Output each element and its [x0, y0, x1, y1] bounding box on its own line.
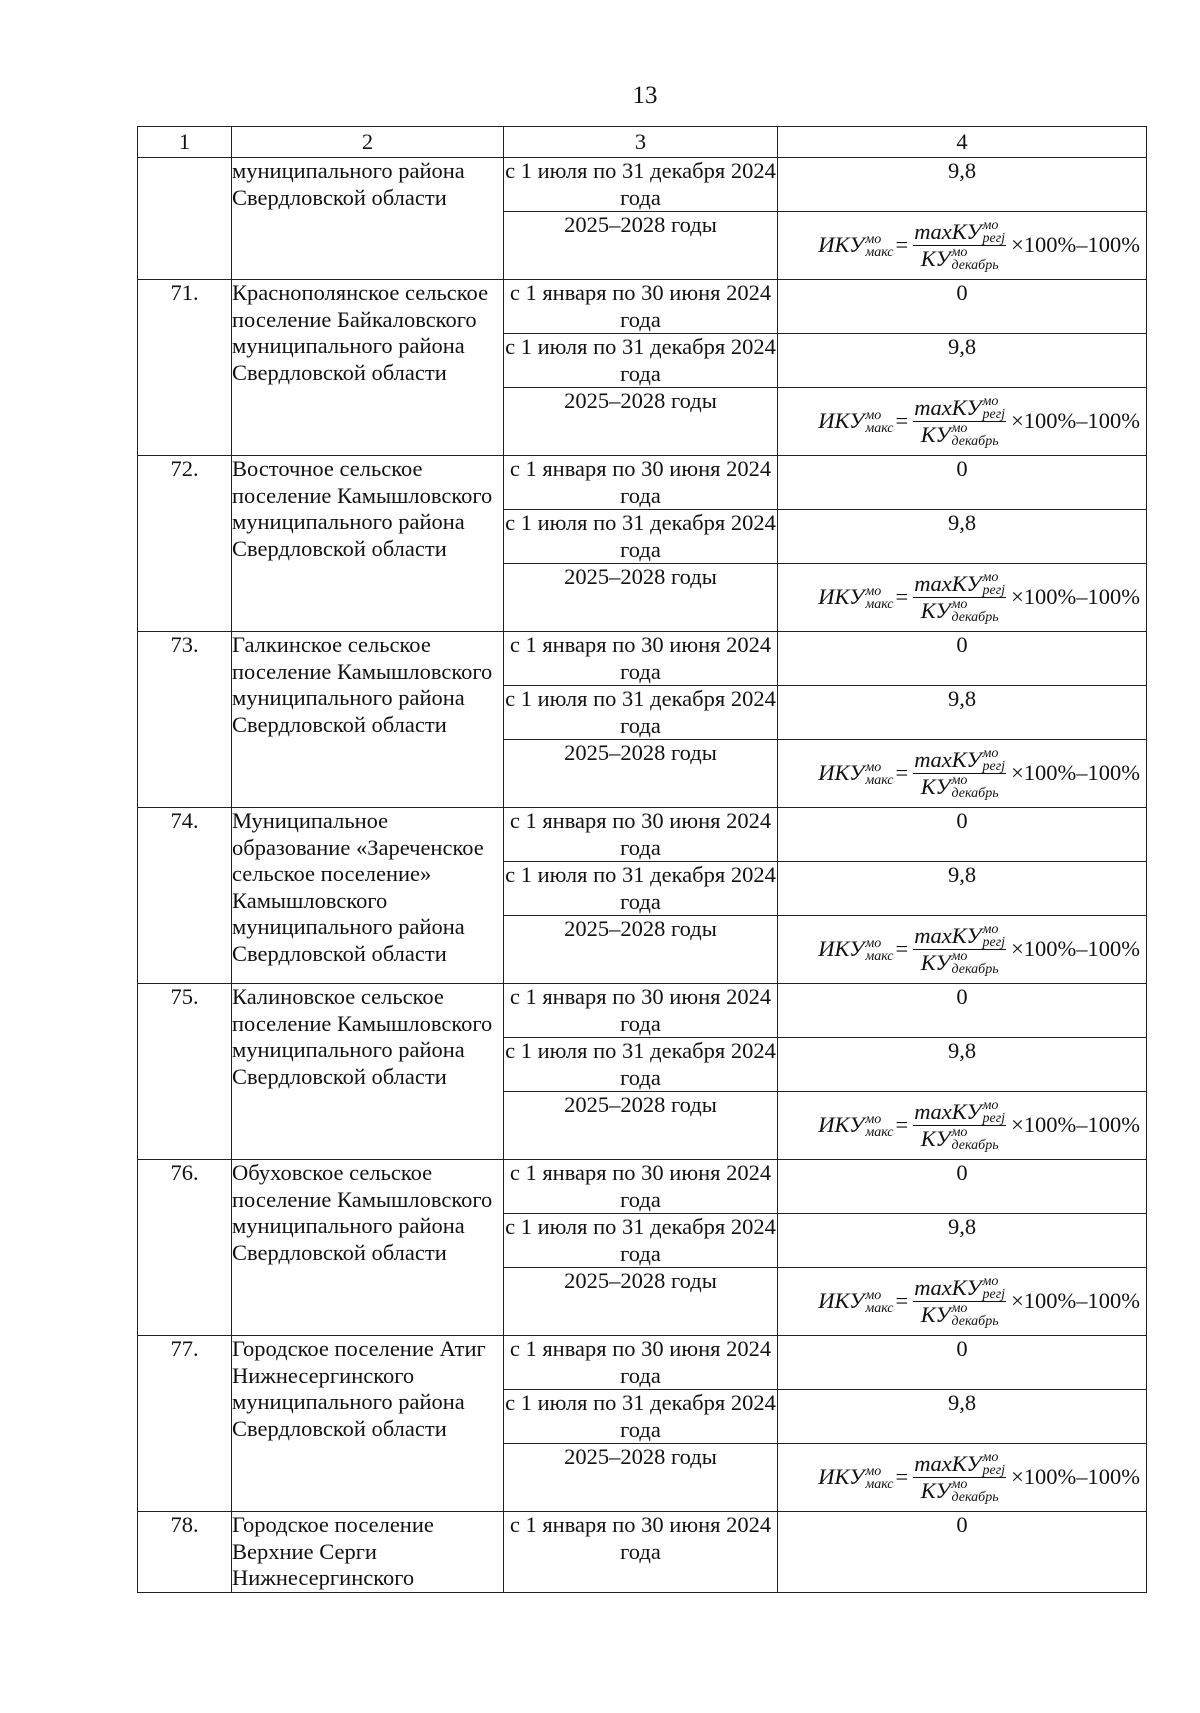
formula-num-sub: регj: [982, 759, 1006, 774]
formula-den-sub: декабрь: [951, 786, 999, 801]
formula-den-sup: мо: [951, 1477, 968, 1492]
formula-eq: =: [895, 408, 909, 434]
formula-den-sup: мо: [951, 597, 968, 612]
formula-num-sub: регj: [982, 1111, 1006, 1126]
formula-tail: ×100%–100%: [1011, 408, 1140, 434]
index-formula: [778, 916, 1146, 983]
value-h1: 0: [778, 632, 1147, 686]
formula-num-sub: регj: [982, 1463, 1006, 1478]
formula-den-sup: мо: [951, 421, 968, 436]
table-row: [138, 984, 1147, 1038]
municipality-name: Городское поселение Верхние Серги Нижнесергинского: [232, 1512, 504, 1593]
municipality-name: Восточное сельское поселение Камышловского муниципального района Свердловской области: [232, 456, 504, 632]
carryover-row: [138, 158, 1147, 212]
municipality-name: Городское поселение Атиг Нижнесергинского муниципального района Свердловской области: [232, 1336, 504, 1512]
table-row: [138, 456, 1147, 510]
header-col-4: 4: [778, 127, 1147, 158]
formula-num: maxКУ: [914, 1275, 982, 1300]
tariff-table: [137, 126, 1147, 1593]
formula-num: maxКУ: [914, 1099, 982, 1124]
value-h1: 0: [778, 808, 1147, 862]
formula-num-sub: регj: [982, 1287, 1006, 1302]
formula-fraction: [913, 219, 1006, 272]
period-h1: с 1 января по 30 июня 2024 года: [504, 280, 778, 334]
formula-fraction: [913, 571, 1006, 624]
formula-num: maxКУ: [914, 571, 982, 596]
formula-lhs-sub: макс: [865, 1300, 894, 1316]
table-row: [138, 808, 1147, 862]
formula-num-sup: мо: [982, 394, 999, 409]
formula-eq: =: [895, 1112, 909, 1138]
formula-den-sub: декабрь: [951, 1314, 999, 1329]
row-number: 74.: [138, 808, 232, 984]
formula-fraction: [913, 1451, 1006, 1504]
formula-den: КУ: [920, 950, 951, 975]
formula-eq: =: [895, 1464, 909, 1490]
period-years: 2025–2028 годы: [504, 388, 778, 456]
municipality-name: муниципального района Свердловской области: [232, 158, 504, 280]
formula-num-sub: регj: [982, 583, 1006, 598]
formula-fraction: [913, 1099, 1006, 1152]
table-header-row: [138, 127, 1147, 158]
formula-num-sup: мо: [982, 1450, 999, 1465]
table-row: [138, 1336, 1147, 1390]
formula-num-sup: мо: [982, 218, 999, 233]
index-formula: [778, 212, 1146, 279]
period-h2: с 1 июля по 31 декабря 2024 года: [505, 1214, 776, 1266]
formula-cell: [778, 1092, 1147, 1160]
formula-num: maxКУ: [914, 923, 982, 948]
index-formula: [778, 1444, 1146, 1511]
period-h1: с 1 января по 30 июня 2024 года: [504, 984, 778, 1038]
value-h2: 9,8: [778, 1038, 1147, 1092]
value-h2: 9,8: [778, 1214, 1147, 1268]
row-number: 77.: [138, 1336, 232, 1512]
formula-den: КУ: [920, 246, 951, 271]
table-row: [138, 1160, 1147, 1214]
formula-cell: [778, 1268, 1147, 1336]
value-h2: 9,8: [778, 1390, 1147, 1444]
formula-lhs-sub: макс: [865, 420, 894, 436]
formula-lhs-sub: макс: [865, 772, 894, 788]
formula-den-sub: декабрь: [951, 1490, 999, 1505]
period-years: 2025–2028 годы: [504, 1268, 778, 1336]
row-number: 72.: [138, 456, 232, 632]
formula-fraction: [913, 395, 1006, 448]
formula-tail: ×100%–100%: [1011, 1288, 1140, 1314]
formula-cell: [778, 1444, 1147, 1512]
period-years: 2025–2028 годы: [504, 212, 778, 280]
formula-lhs: ИКУ: [818, 1288, 865, 1314]
formula-den-sup: мо: [951, 949, 968, 964]
formula-eq: =: [895, 584, 909, 610]
formula-num-sup: мо: [982, 1098, 999, 1113]
formula-den-sup: мо: [951, 773, 968, 788]
index-formula: [778, 388, 1146, 455]
formula-cell: [778, 916, 1147, 984]
formula-lhs: ИКУ: [818, 936, 865, 962]
formula-den: КУ: [920, 422, 951, 447]
header-col-2: 2: [232, 127, 504, 158]
formula-den-sub: декабрь: [951, 1138, 999, 1153]
value-h2: 9,8: [778, 686, 1147, 740]
value-h1: 0: [778, 1336, 1147, 1390]
index-formula: [778, 740, 1146, 807]
formula-lhs: ИКУ: [818, 232, 865, 258]
formula-den: КУ: [920, 774, 951, 799]
period-h1: с 1 января по 30 июня 2024 года: [504, 1160, 778, 1214]
formula-eq: =: [895, 936, 909, 962]
row-number: 71.: [138, 280, 232, 456]
formula-lhs-sup: мо: [865, 231, 882, 247]
index-formula: [778, 564, 1146, 631]
formula-den: КУ: [920, 1126, 951, 1151]
municipality-name: Муниципальное образование «Зареченское сельское поселение» Камышловского муниципального района Свердловской области: [232, 808, 504, 984]
header-col-3: 3: [504, 127, 778, 158]
formula-cell: [778, 740, 1147, 808]
formula-num: maxКУ: [914, 395, 982, 420]
formula-tail: ×100%–100%: [1011, 1464, 1140, 1490]
formula-num-sub: регj: [982, 935, 1006, 950]
formula-num-sup: мо: [982, 746, 999, 761]
formula-tail: ×100%–100%: [1011, 584, 1140, 610]
row-number: 76.: [138, 1160, 232, 1336]
value-h1: 0: [778, 1160, 1147, 1214]
formula-fraction: [913, 1275, 1006, 1328]
formula-lhs: ИКУ: [818, 1464, 865, 1490]
formula-lhs: ИКУ: [818, 408, 865, 434]
formula-num-sup: мо: [982, 1274, 999, 1289]
formula-den: КУ: [920, 598, 951, 623]
formula-lhs-sup: мо: [865, 1111, 882, 1127]
formula-den-sub: декабрь: [951, 258, 999, 273]
row-number: 75.: [138, 984, 232, 1160]
municipality-name: Калиновское сельское поселение Камышловского муниципального района Свердловской области: [232, 984, 504, 1160]
period-h1: с 1 января по 30 июня 2024 года: [504, 808, 778, 862]
period-h1: с 1 января по 30 июня 2024 года: [504, 456, 778, 510]
table-row: [138, 280, 1147, 334]
period-years: 2025–2028 годы: [504, 1092, 778, 1160]
period-h2: с 1 июля по 31 декабря 2024 года: [505, 862, 776, 914]
row-number: 78.: [138, 1512, 232, 1593]
formula-den-sup: мо: [951, 1125, 968, 1140]
municipality-name: Обуховское сельское поселение Камышловского муниципального района Свердловской области: [232, 1160, 504, 1336]
formula-den-sub: декабрь: [951, 610, 999, 625]
value-h1: 0: [778, 1512, 1147, 1593]
formula-eq: =: [895, 760, 909, 786]
formula-lhs-sup: мо: [865, 1287, 882, 1303]
value-h1: 0: [778, 984, 1147, 1038]
table-row: [138, 1512, 1147, 1593]
period-h2: с 1 июля по 31 декабря 2024 года: [505, 1390, 776, 1442]
value-h1: 0: [778, 456, 1147, 510]
formula-tail: ×100%–100%: [1011, 760, 1140, 786]
period-years: 2025–2028 годы: [504, 564, 778, 632]
period-h1: с 1 января по 30 июня 2024 года: [504, 1336, 778, 1390]
formula-fraction: [913, 747, 1006, 800]
formula-num-sub: регj: [982, 231, 1006, 246]
period-years: 2025–2028 годы: [504, 740, 778, 808]
period-h1: с 1 января по 30 июня 2024 года: [504, 1512, 778, 1593]
formula-lhs-sub: макс: [865, 1124, 894, 1140]
formula-den-sup: мо: [951, 245, 968, 260]
formula-num-sup: мо: [982, 922, 999, 937]
formula-lhs-sup: мо: [865, 407, 882, 423]
table-row: [138, 632, 1147, 686]
period-h2: с 1 июля по 31 декабря 2024 года: [505, 1038, 776, 1090]
period-h2: с 1 июля по 31 декабря 2024 года: [505, 686, 776, 738]
formula-num: maxКУ: [914, 219, 982, 244]
formula-lhs-sup: мо: [865, 759, 882, 775]
formula-num: maxКУ: [914, 747, 982, 772]
formula-lhs-sub: макс: [865, 1476, 894, 1492]
period-h1: с 1 января по 30 июня 2024 года: [504, 632, 778, 686]
formula-eq: =: [895, 232, 909, 258]
municipality-name: Галкинское сельское поселение Камышловского муниципального района Свердловской области: [232, 632, 504, 808]
formula-cell: [778, 212, 1147, 280]
formula-cell: [778, 564, 1147, 632]
formula-num-sub: регj: [982, 407, 1006, 422]
header-col-1: 1: [138, 127, 232, 158]
value-h2: 9,8: [778, 862, 1147, 916]
value-h1: 0: [778, 280, 1147, 334]
formula-lhs-sub: макс: [865, 596, 894, 612]
formula-tail: ×100%–100%: [1011, 936, 1140, 962]
period-years: 2025–2028 годы: [504, 916, 778, 984]
formula-tail: ×100%–100%: [1011, 1112, 1140, 1138]
formula-den: КУ: [920, 1302, 951, 1327]
formula-lhs-sub: макс: [865, 244, 894, 260]
formula-lhs: ИКУ: [818, 584, 865, 610]
value-h2: 9,8: [778, 334, 1147, 388]
row-number: 73.: [138, 632, 232, 808]
formula-den-sup: мо: [951, 1301, 968, 1316]
value-h2: 9,8: [778, 158, 1147, 212]
formula-lhs: ИКУ: [818, 1112, 865, 1138]
period-h2: с 1 июля по 31 декабря 2024 года: [505, 510, 776, 562]
value-h2: 9,8: [778, 510, 1147, 564]
formula-den-sub: декабрь: [951, 962, 999, 977]
row-number: [138, 158, 232, 280]
formula-lhs: ИКУ: [818, 760, 865, 786]
formula-lhs-sup: мо: [865, 583, 882, 599]
formula-lhs-sup: мо: [865, 1463, 882, 1479]
formula-num-sup: мо: [982, 570, 999, 585]
formula-lhs-sup: мо: [865, 935, 882, 951]
formula-den-sub: декабрь: [951, 434, 999, 449]
index-formula: [778, 1268, 1146, 1335]
period-years: 2025–2028 годы: [504, 1444, 778, 1512]
page-number: 13: [632, 82, 658, 109]
period-h2: с 1 июля по 31 декабря 2024 года: [505, 334, 776, 386]
formula-fraction: [913, 923, 1006, 976]
formula-cell: [778, 388, 1147, 456]
formula-lhs-sub: макс: [865, 948, 894, 964]
formula-tail: ×100%–100%: [1011, 232, 1140, 258]
index-formula: [778, 1092, 1146, 1159]
formula-den: КУ: [920, 1478, 951, 1503]
formula-num: maxКУ: [914, 1451, 982, 1476]
municipality-name: Краснополянское сельское поселение Байкаловского муниципального района Свердловской области: [232, 280, 504, 456]
formula-eq: =: [895, 1288, 909, 1314]
period-h2: с 1 июля по 31 декабря 2024 года: [505, 158, 776, 210]
